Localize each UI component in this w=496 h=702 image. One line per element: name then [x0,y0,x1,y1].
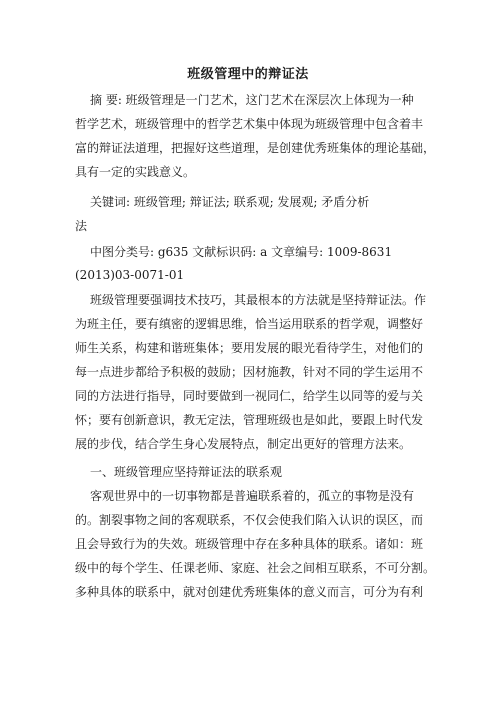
body-paragraph-1-line-2: 为班主任，要有缜密的逻辑思维，恰当运用联系的哲学观，调整好 [75,317,424,331]
body-paragraph-1-line-7: 展的步伐，结合学生身心发展特点，制定出更好的管理方法来。 [75,437,412,451]
keywords-line-2: 法 [75,219,88,233]
body-paragraph-1-line-3: 师生关系，构建和谐班集体；要用发展的眼光看待学生，对他们的 [75,341,424,355]
body-paragraph-2-line-3: 且会导致行为的失效。班级管理中存在多种具体的联系。诸如：班 [75,537,424,551]
classification-line-1: 中图分类号: g635 文献标识码: a 文章编号: 1009-8631 [90,245,393,259]
body-paragraph-1-line-5: 同的方法进行指导，同时要做到一视同仁，给学生以同等的爱与关 [75,389,424,403]
abstract-line-4: 具有一定的实践意义。 [75,165,196,179]
abstract-line-2: 哲学艺术，班级管理中的哲学艺术集中体现为班级管理中包含着丰 [75,117,424,131]
body-paragraph-1-line-4: 每一点进步都给予积极的鼓励；因材施教，针对不同的学生运用不 [75,365,424,379]
body-paragraph-1-line-1: 班级管理要强调技术技巧，其最根本的方法就是坚持辩证法。作 [90,293,427,307]
abstract-line-3: 富的辩证法道理，把握好这些道理，是创建优秀班集体的理论基础， [75,141,436,155]
body-paragraph-1-line-6: 怀；要有创新意识，教无定法，管理班级也是如此，要跟上时代发 [75,413,424,427]
body-paragraph-2-line-2: 的。割裂事物之间的客观联系，不仅会使我们陷入认识的误区，而 [75,513,424,527]
keywords-line-1: 关键词: 班级管理; 辩证法; 联系观; 发展观; 矛盾分析 [90,195,370,209]
body-paragraph-2-line-5: 多种具体的联系中，就对创建优秀班集体的意义而言，可分为有利 [75,585,424,599]
section-heading-1: 一、班级管理应坚持辩证法的联系观 [90,465,283,479]
abstract-line-1: 摘 要: 班级管理是一门艺术，这门艺术在深层次上体现为一种 [90,93,414,107]
body-paragraph-2-line-4: 级中的每个学生、任课老师、家庭、社会之间相互联系，不可分割。 [75,561,436,575]
classification-line-2: (2013)03-0071-01 [75,268,185,282]
body-paragraph-2-line-1: 客观世界中的一切事物都是普遍联系着的，孤立的事物是没有 [90,489,415,503]
document-title: 班级管理中的辩证法 [187,67,309,82]
